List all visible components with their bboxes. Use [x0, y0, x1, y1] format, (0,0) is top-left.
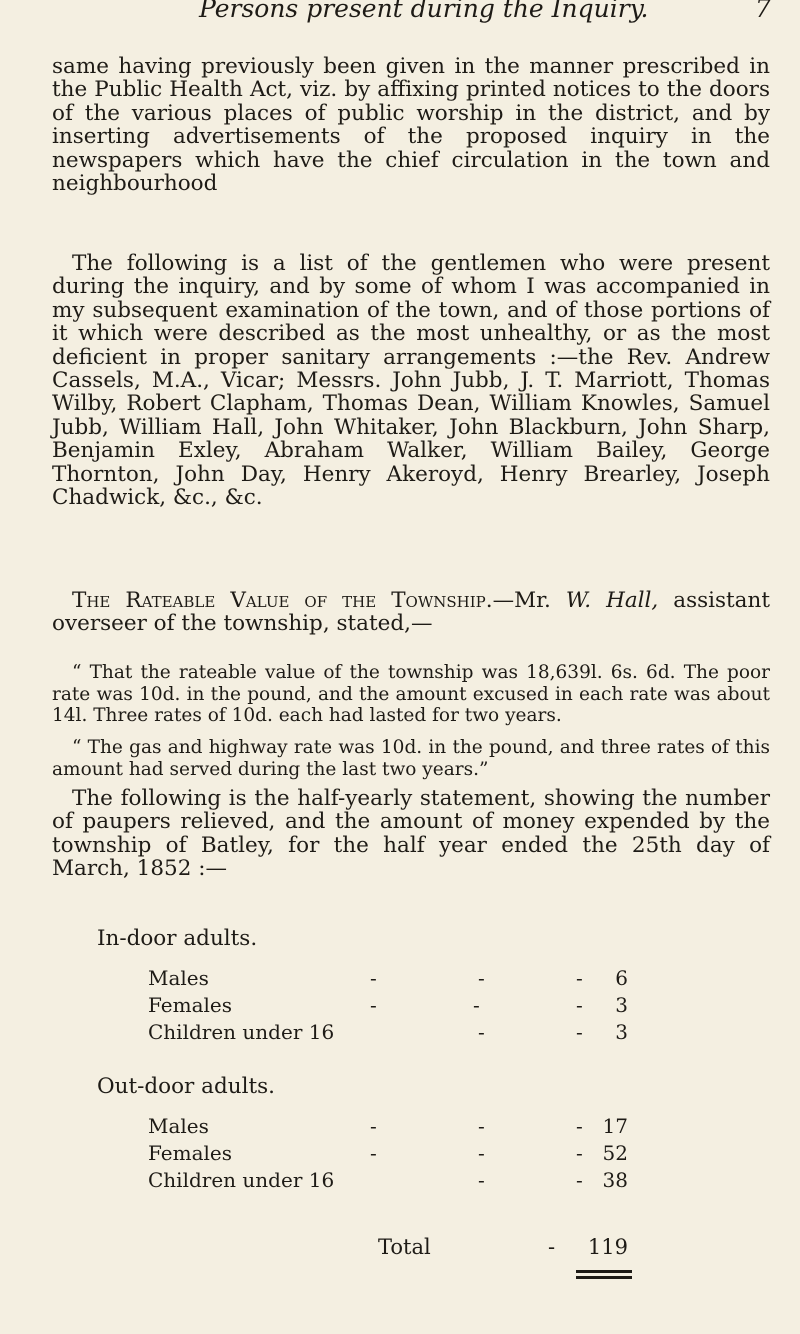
quote-gas-highway-rate: “ The gas and highway rate was 10d. in the pound, and three rates of this amount had served during the last two years.” [52, 737, 770, 780]
row-label: Children under 16 [148, 1168, 335, 1192]
row-leader: - [576, 1141, 583, 1165]
row-leader: - [576, 1114, 583, 1138]
row-value: 3 [615, 1020, 628, 1044]
table-row [148, 993, 628, 1019]
total-leader: - [548, 1235, 556, 1259]
indoor-heading: In-door adults. [97, 926, 258, 951]
total-row [378, 1235, 628, 1263]
row-leader: - [370, 1141, 377, 1165]
paragraph-notice: same having previously been given in the manner prescribed in the Public Health Act, viz. by affixing printed notices to the doors of the various places of public worship in the district, and by inserting advertisements of the proposed inquiry in the newspapers which have the chief circulation in the town and neighbourhood [52, 54, 770, 197]
row-leader: - [478, 1020, 485, 1044]
table-row [148, 1141, 628, 1167]
total-underline [576, 1270, 632, 1273]
table-row [148, 1168, 628, 1194]
row-value: 6 [615, 966, 628, 990]
row-leader: - [370, 993, 377, 1017]
paragraph-statement-intro: The following is the half-yearly statement, showing the number of paupers relieved, and the amount of money expended by the township of Batley, for the half year ended the 25th day of March, 1852 :— [52, 786, 770, 882]
table-row [148, 1020, 628, 1046]
row-label: Females [148, 993, 233, 1017]
outdoor-heading: Out-door adults. [97, 1074, 275, 1099]
row-leader: - [576, 1168, 583, 1192]
row-label: Females [148, 1141, 233, 1165]
row-leader: - [473, 993, 480, 1017]
total-underline [576, 1276, 632, 1279]
row-leader: - [478, 1114, 485, 1138]
row-label: Children under 16 [148, 1020, 335, 1044]
speaker-prefix: —Mr. [492, 588, 566, 613]
row-label: Males [148, 1114, 209, 1138]
table-row [148, 1114, 628, 1140]
row-value: 38 [602, 1168, 628, 1192]
section-heading: The Rateable Value of the Township. [72, 588, 493, 613]
row-value: 17 [602, 1114, 628, 1138]
row-leader: - [370, 966, 377, 990]
speaker-name: W. Hall, [565, 588, 659, 613]
page-number: 7 [755, 0, 771, 23]
row-leader: - [478, 1141, 485, 1165]
row-leader: - [478, 966, 485, 990]
row-leader: - [576, 966, 583, 990]
paragraph-rateable-value [52, 589, 770, 636]
running-title: Persons present during the Inquiry. [199, 0, 649, 23]
paragraph-attendees: The following is a list of the gentlemen who were present during the inquiry, and by some of whom I was accompanied in my subsequent examination of the town, and of those portions of it which were described as the most unhealthy, or as the most deficient in proper sanitary arrangements :—the Rev. Andrew Cassels, M.A., Vicar; Messrs. John Jubb, J. T. Marriott, Thomas Wilby, Robert Clapham, Thomas Dean, William Knowles, Samuel Jubb, William Hall, John Whitaker, John Blackburn, John Sharp, Benjamin Exley, Abraham Walker, William Bailey, George Thornton, John Day, Henry Akeroyd, Henry Brearley, Joseph Chadwick, &c., &c. [52, 251, 770, 511]
row-label: Males [148, 966, 209, 990]
table-row [148, 966, 628, 992]
total-value: 119 [587, 1235, 628, 1259]
speaker-role: assistant overseer of the township, stated,— [52, 588, 770, 637]
row-value: 52 [602, 1141, 628, 1165]
row-leader: - [478, 1168, 485, 1192]
total-label: Total [378, 1235, 431, 1259]
row-leader: - [370, 1114, 377, 1138]
running-header [0, 0, 800, 34]
row-value: 3 [615, 993, 628, 1017]
row-leader: - [576, 993, 583, 1017]
row-leader: - [576, 1020, 583, 1044]
quote-rateable-value: “ That the rateable value of the township was 18,639l. 6s. 6d. The poor rate was 10d. in the pound, and the amount excused in each rate was about 14l. Three rates of 10d. each had lasted for two years. [52, 662, 770, 726]
